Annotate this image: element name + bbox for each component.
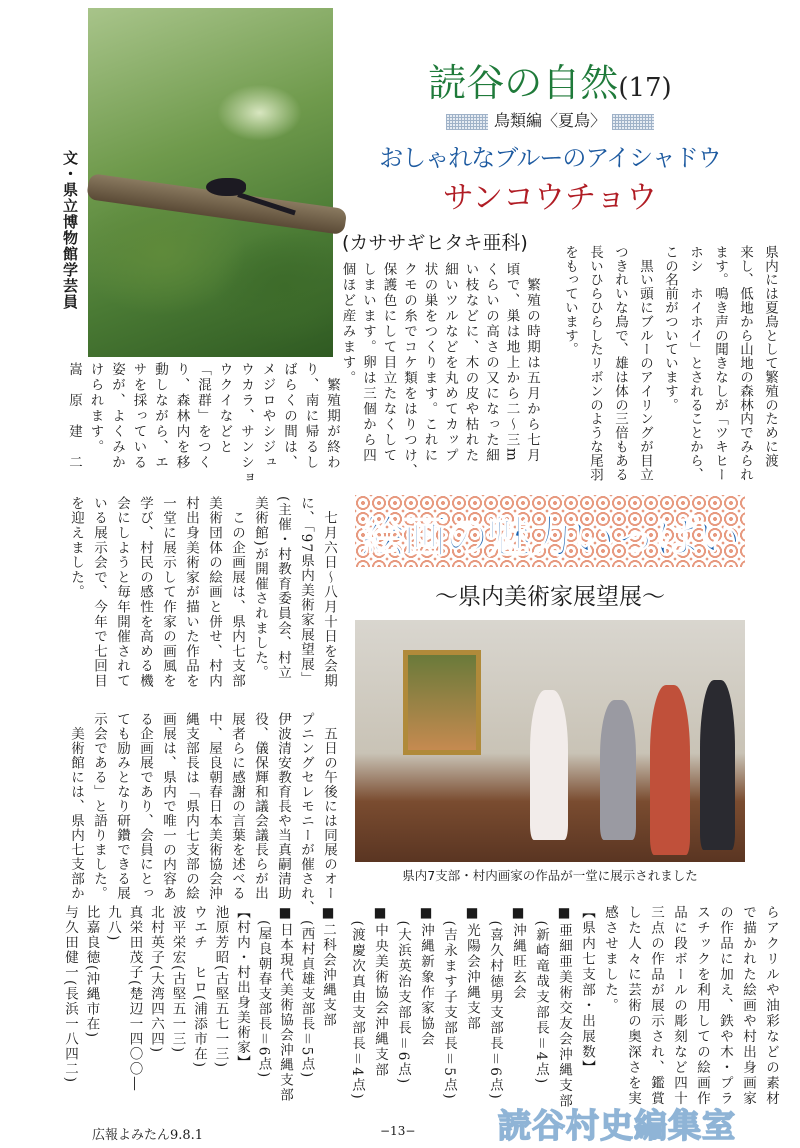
text-column-line: 村出身美術家が描いた作品を [183,496,199,689]
text-column-line: 展者らに感謝の言葉を述べる [229,712,245,901]
text-column-line: (主催・村教育委員会、村立 [275,496,291,681]
text-column-line: (新崎竜哉支部長＝4点) [533,905,549,1086]
text-column-line: 長いひらひらしたリボンのような尾羽 [587,245,603,482]
text-column-line: ■亜細亜美術交友会沖縄支部 [556,905,572,1109]
nature-text-block-2 [337,262,542,479]
text-column-line: い枝などに、木の皮や枯れた [462,262,479,464]
text-column-line: 繁殖期が終わ [324,362,340,471]
text-column-line: 細いツルなどを丸めてカップ [442,262,458,464]
text-column-line: 七月六日〜八月十日を会期 [321,496,337,689]
text-column-line: 状の巣をつくります。これに [421,262,438,464]
text-column-line: (渡慶次真由支部長＝4点) [349,905,365,1101]
photo-caption: 県内7支部・村内画家の作品が一堂に展示されました [402,868,698,883]
visitor-figure [650,685,690,855]
text-column-line: をもっています。 [562,245,578,357]
text-column-line: 品に段ボールの彫刻など四十 [671,905,687,1107]
hatch-decoration [612,114,654,130]
publication-info: 広報よみたん9.8.1 [92,1128,204,1143]
text-column-line: 個ほど産みます。 [339,262,356,386]
text-column-line: ■二科会沖縄支部 [320,905,336,1028]
text-column-line: ■光陽会沖縄支部 [464,905,480,1032]
text-column-line: ても励みとなり研鑽できる展 [114,712,130,901]
text-column-line: 動しながら、エ [152,362,168,471]
text-column-line: 来し、低地から山地の森林内でみられ [737,245,753,482]
text-column-line: 「混群」をつく [195,362,211,471]
hatch-decoration [446,114,488,130]
text-column-line: (大浜英治支部長＝6点) [395,905,411,1086]
text-column-line: した人々に芸術の奥深さを実 [625,905,641,1107]
page-number: −13− [380,1124,416,1138]
text-column-line: 五日の午後には同展のオー [321,712,337,901]
text-column-line: 伊波清安教育長や当真嗣清助 [275,712,291,901]
nature-text-block-3 [63,362,343,486]
text-column-line: 美術団体の絵画と併せ、村内 [206,496,222,689]
text-column-line: ます。鳴き声の聞きなしが「ツキヒー [712,245,728,482]
text-column-line: (屋良朝春支部長＝6点) [255,905,272,1079]
text-column-line: 一堂に展示して作家の画風を [160,496,176,689]
text-column-line: 【村内・村出身美術家】 [234,905,250,1070]
text-column-line: 北村英子(大湾四六四) [148,905,164,1054]
text-column-line: この名前がついています。 [662,245,678,412]
text-column-line: 黒い頭にブルーのアイリングが目立 [637,245,653,482]
text-column-line: り、南に帰るし [302,362,319,471]
text-column-line: ■沖縄旺玄会 [510,905,526,1001]
portrait-painting [403,650,481,755]
text-column-line: 三点の作品が展示され、鑑賞 [648,905,664,1107]
art-text-block-2 [64,712,340,915]
text-column-line: 役、儀保輝和議会議長らが出 [252,712,268,901]
text-column-line: この企画展は、県内七支部 [229,496,245,689]
text-column-line: 示会である」と語りました。 [91,712,107,901]
text-column-line: ホシ ホイホイ」とされることから、 [687,245,703,482]
text-column-line: クモの糸でコケ類をはりつけ、 [401,262,417,479]
text-column-line: 繁殖の時期は五月から七月 [524,262,540,464]
visitor-figure [600,700,636,840]
text-column-line: 会にしようと毎年開催されて [114,496,130,689]
catchphrase: おしゃれなブルーのアイシャドウ [379,144,721,172]
text-column-line: で描かれた絵画や村出身画家 [740,905,756,1107]
category-heading [340,108,760,131]
category-text: 鳥類編〈夏鳥〉 [493,111,606,130]
text-column-line: ウエチ ヒロ(浦添市在) [191,905,207,1069]
text-column-line: (吉永ます子支部長＝5点) [441,905,457,1101]
headline-banner [355,495,745,567]
text-column-line: 県内には夏鳥として繁殖のために渡 [762,245,778,468]
text-column-line: る企画展であり、会員にとっ [137,712,153,901]
text-column-line: しまいます。卵は三個から四 [360,262,376,464]
text-column-line: ■沖縄新象作家協会 [418,905,434,1047]
byline: 文・県立博物館学芸員 [61,150,79,310]
visitor-figure [700,680,735,850]
text-column-line: ■中央美術協会沖縄支部 [372,905,388,1078]
exhibition-photo [355,620,745,862]
text-column-line: (喜久村徳男支部長＝6点) [487,905,503,1101]
text-column-line: 九八) [105,905,121,942]
text-column-line: 美術館には、県内七支部か [68,712,84,901]
text-column-line: らアクリルや油彩などの素材 [763,905,779,1107]
visitor-figure [530,690,568,840]
family-name: (カササギヒタキ亜科) [342,232,528,254]
text-column-line: 画展は、県内で唯一の内容あ [160,712,176,901]
text-column-line: 学び、村民の感性を高める機 [137,496,153,689]
art-subtitle: 〜県内美術家展望展〜 [435,584,665,610]
text-column-line: 比嘉良徳(沖縄市在) [83,905,100,1039]
species-name: サンコウチョウ [442,180,658,216]
text-column-line: 姿が、よくみか [109,362,125,471]
text-column-line: くらいの高さの又になった細 [483,262,499,464]
text-column-line: けられます。 [87,362,104,455]
text-column-line: の作品に加え、鉄や木・プラ [717,905,733,1107]
art-text-block-4 [59,905,339,1120]
text-column-line: を迎えました。 [68,496,84,600]
text-column-line: 美術館)が開催されました。 [252,496,268,681]
text-column-line: 【県内七支部・出展数】 [579,905,595,1076]
text-column-line: 頃で、巣は地上から二〜三m [503,262,520,463]
text-column-line: り、森林内を移 [173,362,190,471]
headline: 絵画の魅力いっぱい [361,512,739,563]
series-title [340,52,760,107]
text-column-line: サを採っている [130,362,147,471]
text-column-line: に、「97県内美術家展望展」 [298,496,314,687]
text-column-line: 池原芳昭(古堅五七一三) [212,905,229,1069]
text-column-line: 真栄田茂子(楚辺一四〇〇― [126,905,143,1092]
text-column-line: 縄支部長は「県内七支部の絵 [183,712,199,901]
series-number: (17) [618,73,672,103]
text-column-line: 与久田健一(長浜一八四二) [62,905,78,1084]
text-column-line: スチックを利用しての絵画作 [694,905,710,1107]
art-text-block-3 [345,905,782,1120]
bird-photo [88,8,333,357]
text-column-line: いる展示会で、今年で七回目 [91,496,107,689]
text-column-line: 波平栄宏(古堅五一三) [169,905,186,1054]
text-column-line: ■日本現代美術協会沖縄支部 [277,905,293,1103]
text-column-line: 嵩 原 建 二 [66,362,82,471]
watermark: 読谷村史編集室 [498,1106,736,1145]
text-column-line: メジロやシジュ [259,362,276,471]
text-column-line: 中、屋良朝春日本美術協会沖 [206,712,222,901]
text-column-line: 保護色にして目立たなくして [380,262,397,464]
text-column-line: (西村貞雄支部長＝5点) [298,905,315,1079]
text-column-line: ばらくの間は、 [281,362,297,471]
art-text-block-1 [64,496,340,696]
text-column-line: つきれいな鳥で、雄は体の三倍もある [612,245,628,482]
nature-text-block-1 [557,245,782,482]
text-column-line: 感させました。 [602,905,618,1014]
text-column-line: プニングセレモニーが催され、 [298,712,314,915]
series-title-text: 読谷の自然 [428,61,619,105]
text-column-line: ウクイなどと [216,362,233,455]
text-column-line: ウカラ、サンショ [238,362,254,486]
